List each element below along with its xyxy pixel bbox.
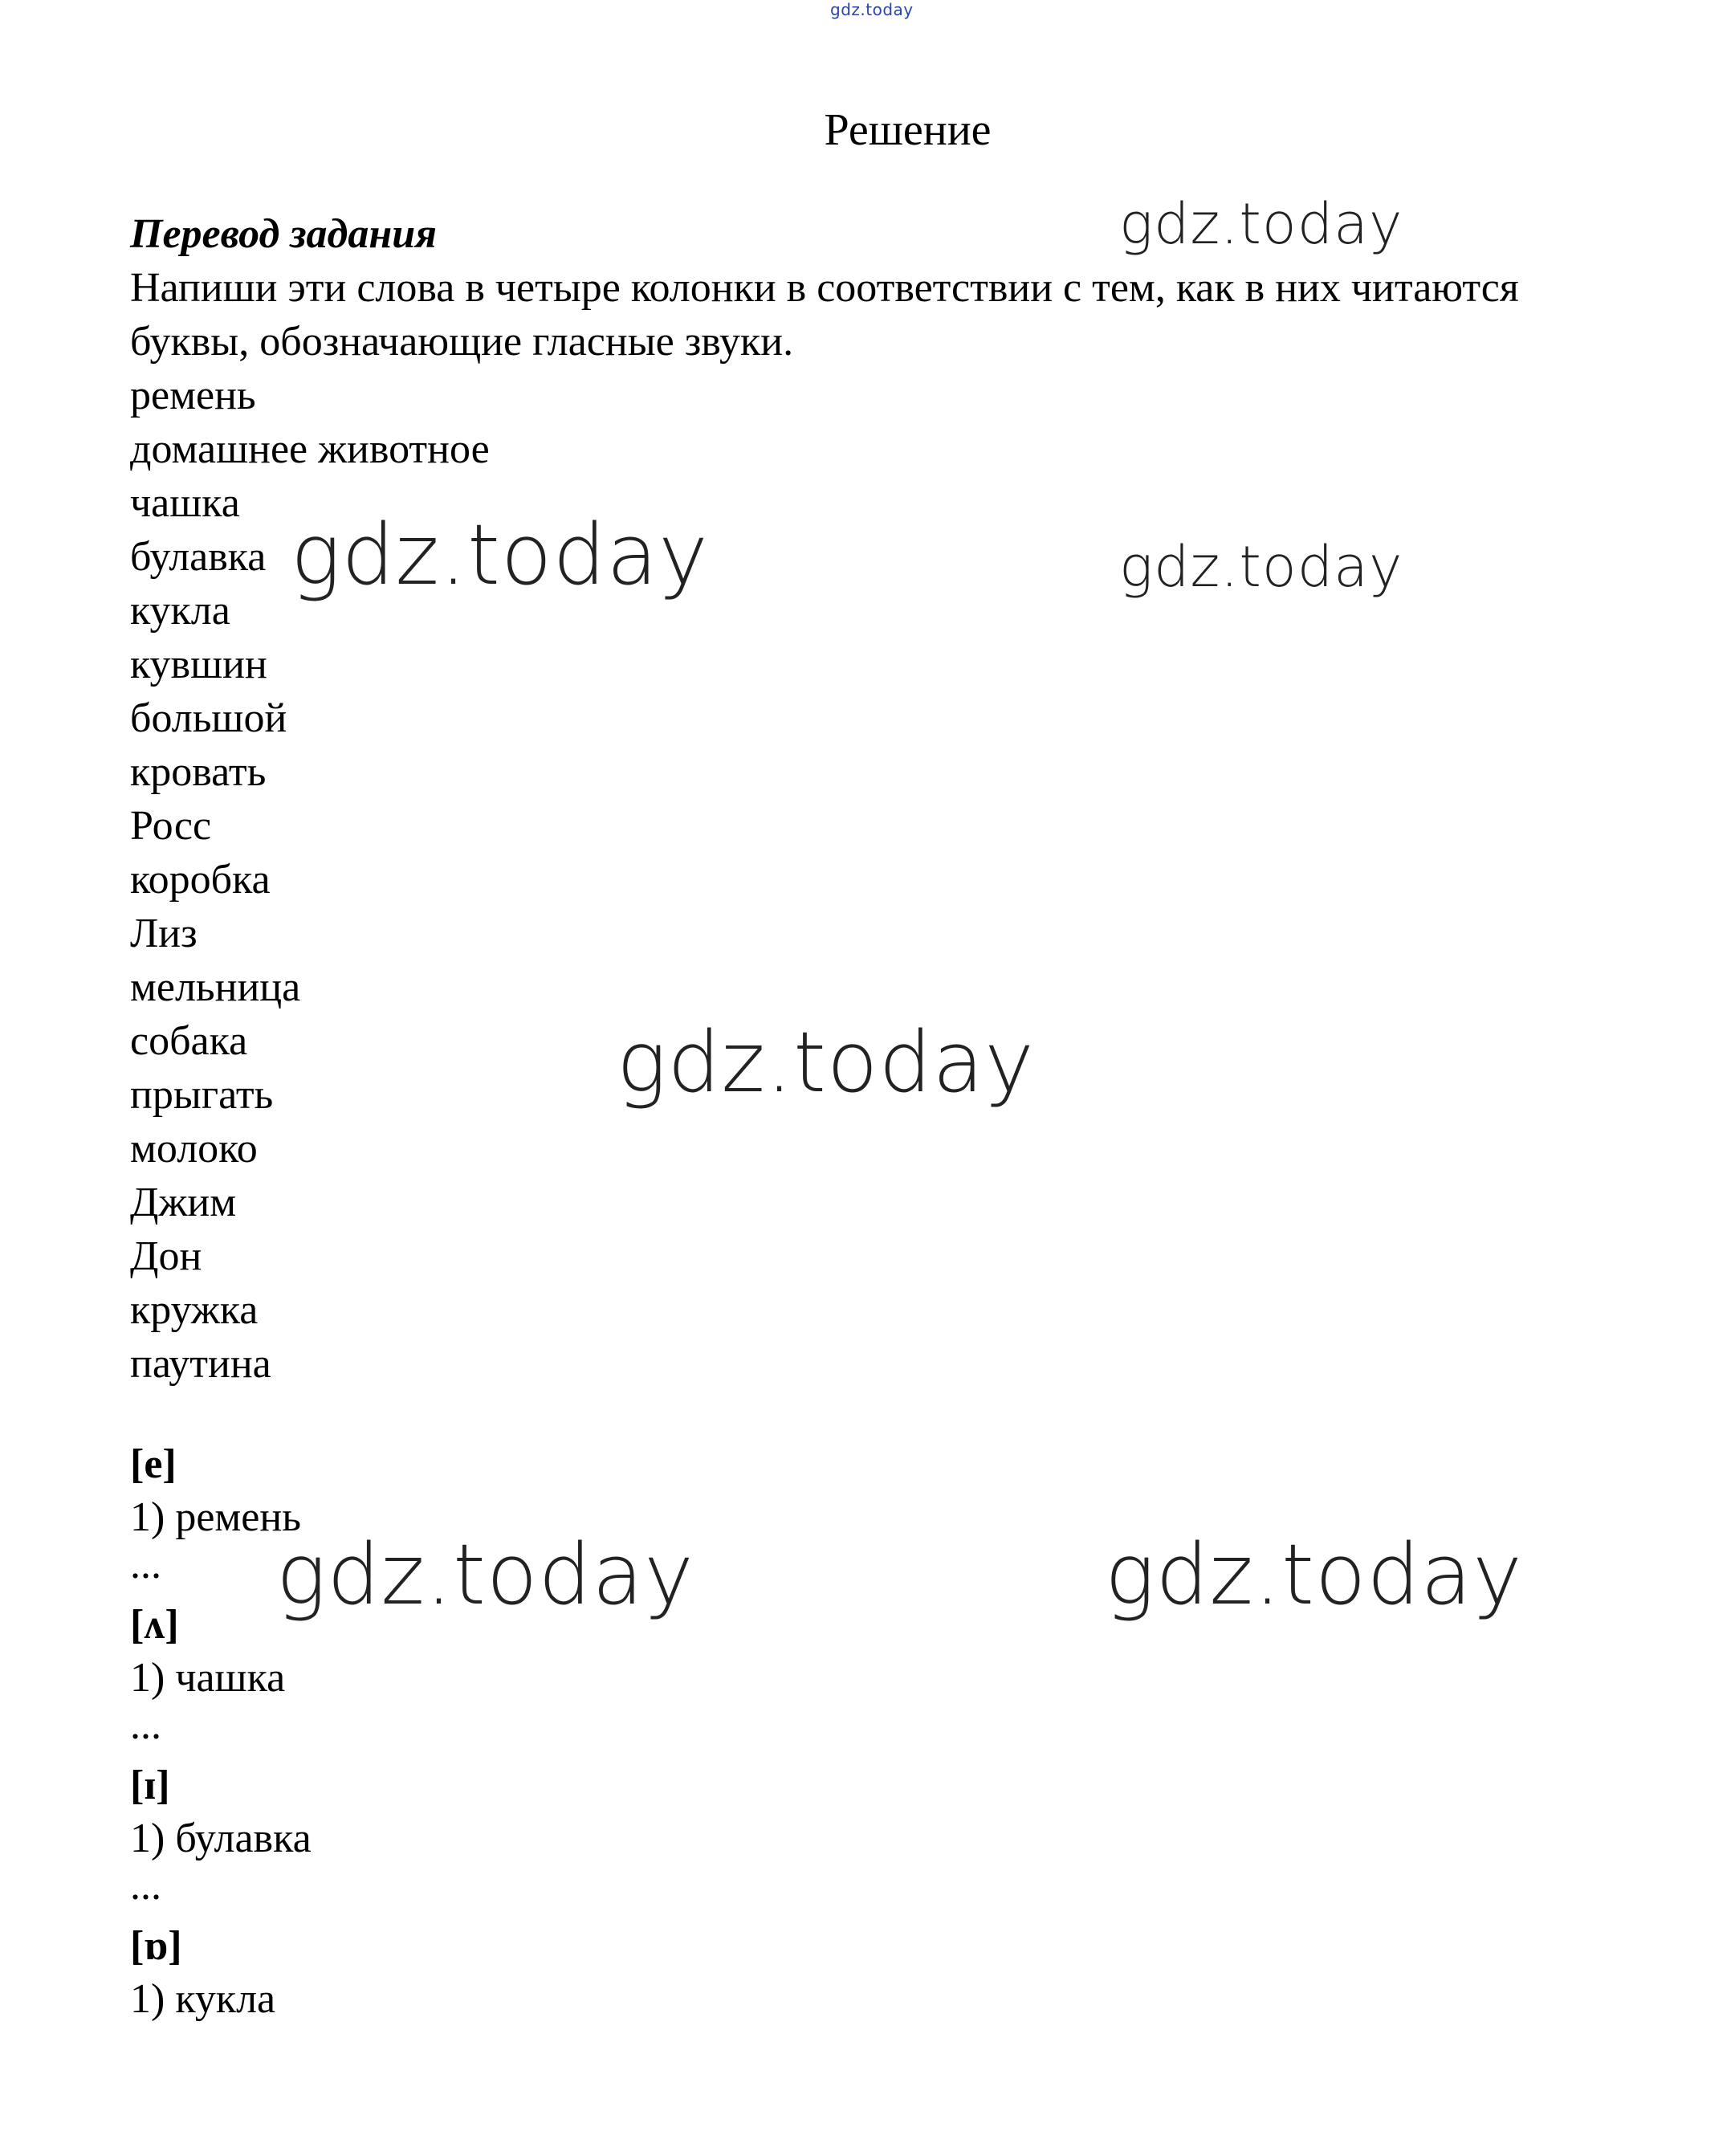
answer-ellipsis: ...	[130, 1702, 161, 1748]
word-item: Дон	[130, 1233, 202, 1279]
sound-heading: [ɒ]	[130, 1923, 182, 1969]
answer-item: 1) кукла	[130, 1976, 276, 2022]
word-item: собака	[130, 1018, 248, 1064]
answer-block-short-i	[130, 1759, 312, 1919]
word-item: кружка	[130, 1287, 259, 1333]
word-item: кукла	[130, 588, 230, 634]
answer-item: 1) булавка	[130, 1816, 312, 1861]
page-title: Решение	[824, 105, 992, 155]
answer-block-short-o	[130, 1919, 312, 2026]
sound-heading: [ɪ]	[130, 1763, 170, 1808]
word-item: кувшин	[130, 642, 267, 687]
word-item: большой	[130, 695, 287, 741]
translation-subheading: Перевод задания	[130, 211, 437, 257]
task-section	[130, 207, 1543, 1391]
word-item: паутина	[130, 1341, 271, 1387]
answer-ellipsis: ...	[130, 1863, 161, 1909]
word-item: мельница	[130, 964, 301, 1010]
word-item: коробка	[130, 857, 271, 903]
watermark: gdz.today	[1119, 191, 1403, 257]
word-item: Росс	[130, 803, 212, 849]
top-watermark: gdz.today	[830, 0, 914, 19]
word-item: Джим	[130, 1180, 237, 1225]
watermark: gdz.today	[276, 1526, 694, 1624]
word-item: прыгать	[130, 1072, 274, 1118]
answer-ellipsis: ...	[130, 1542, 161, 1587]
watermark: gdz.today	[617, 1013, 1035, 1111]
sound-heading: [e]	[130, 1441, 177, 1487]
word-item: кровать	[130, 749, 267, 795]
word-item: домашнее животное	[130, 426, 490, 472]
sound-heading: [ʌ]	[130, 1602, 179, 1648]
answer-item: 1) чашка	[130, 1655, 286, 1701]
word-item: ремень	[130, 373, 256, 418]
watermark: gdz.today	[1105, 1526, 1523, 1624]
watermark: gdz.today	[1119, 534, 1403, 600]
watermark: gdz.today	[291, 506, 709, 604]
word-item: Лиз	[130, 911, 198, 956]
word-item: чашка	[130, 480, 240, 526]
word-item: молоко	[130, 1126, 258, 1172]
word-item: булавка	[130, 534, 267, 580]
answer-item: 1) ремень	[130, 1494, 301, 1540]
task-text: Напиши эти слова в четыре колонки в соответствии с тем, как в них читаются буквы, обозначающие гласные звуки.	[130, 265, 1519, 365]
